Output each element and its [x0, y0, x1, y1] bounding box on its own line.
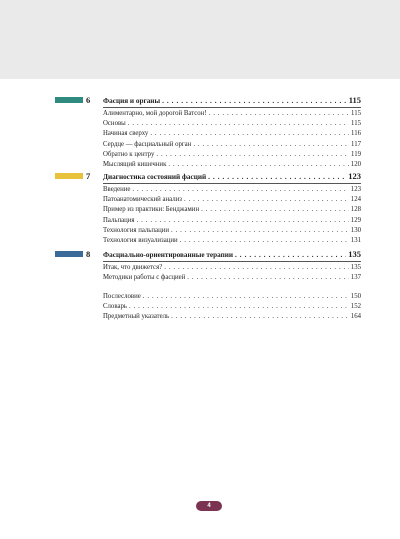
entry-page: 164	[350, 313, 361, 321]
toc-entry[interactable]	[0, 108, 400, 118]
toc-entry[interactable]	[0, 225, 400, 235]
entry-page: 117	[351, 140, 361, 148]
chapter-title: Диагностика состояний фасций	[103, 173, 207, 181]
dot-leader	[187, 272, 349, 283]
toc-entry[interactable]	[0, 128, 400, 138]
toc-entry[interactable]	[0, 272, 400, 282]
entry-title: Обратно к центру	[103, 150, 155, 158]
dot-leader	[171, 311, 349, 322]
entry-title: Введение	[103, 186, 131, 193]
chapter-title-row[interactable]	[103, 94, 361, 108]
chapter-number: 6	[86, 95, 91, 105]
entry-title: Пальпация	[103, 216, 135, 224]
entry-page: 115	[351, 110, 361, 117]
toc-entry[interactable]	[0, 301, 400, 311]
toc-entry[interactable]	[0, 149, 400, 159]
chapter-6	[0, 94, 400, 168]
toc-entry[interactable]	[0, 118, 400, 128]
toc-entry[interactable]	[0, 194, 400, 204]
chapter-7	[0, 170, 400, 244]
toc-entry[interactable]	[0, 204, 400, 214]
entry-title: Итак, что движется?	[103, 264, 163, 271]
entry-page: 137	[350, 274, 361, 282]
chapter-heading	[0, 248, 400, 261]
entry-page: 124	[350, 196, 361, 204]
entry-title: Начиная сверху	[103, 130, 149, 138]
toc-entry[interactable]	[0, 291, 400, 301]
entry-page: 130	[350, 226, 361, 234]
entry-title: Методики работы с фасцией	[103, 274, 186, 282]
chapter-heading	[0, 170, 400, 183]
entry-title: Предметный указатель	[103, 313, 170, 321]
chapter-heading	[0, 94, 400, 107]
entry-page: 119	[351, 150, 361, 158]
chapter-color-bar	[55, 251, 83, 257]
dot-leader	[168, 159, 348, 170]
entry-page: 131	[350, 237, 361, 244]
chapter-title-row[interactable]	[103, 248, 361, 262]
entry-page: 116	[351, 130, 361, 138]
entry-page: 150	[350, 293, 361, 300]
entry-title: Пример из практики: Бенджамин	[103, 206, 200, 214]
entry-title: Патоанатомический анализ	[103, 196, 182, 204]
chapter-page: 115	[348, 95, 361, 105]
entry-title: Послесловие	[103, 293, 141, 300]
chapter-title: Фасция и органы	[103, 97, 161, 105]
chapter-number: 8	[86, 249, 91, 259]
entry-title: Основы	[103, 120, 126, 128]
chapter-color-bar	[55, 173, 83, 179]
dot-leader	[180, 235, 349, 246]
entry-title: Технология пальпации	[103, 226, 169, 234]
chapter-title: Фасциально-ориентированные терапии	[103, 251, 234, 259]
entry-title: Технология визуализации	[103, 237, 178, 244]
entry-page: 128	[350, 206, 361, 214]
header-band	[0, 0, 400, 79]
chapter-page: 135	[348, 249, 361, 259]
toc-entry[interactable]	[0, 139, 400, 149]
chapter-page: 123	[348, 171, 361, 181]
chapter-title-row[interactable]	[103, 170, 361, 184]
chapter-number: 7	[86, 171, 91, 181]
entry-page: 129	[350, 216, 361, 224]
toc-entry[interactable]	[0, 235, 400, 245]
chapter-8	[0, 248, 400, 282]
chapter-color-bar	[55, 97, 83, 103]
entry-title: Алиментарно, мой дорогой Ватсон!	[103, 110, 207, 117]
entry-page: 120	[350, 161, 361, 168]
entry-page: 152	[350, 303, 361, 311]
entry-page: 115	[351, 120, 361, 128]
toc-entry[interactable]	[0, 311, 400, 321]
toc-entry[interactable]	[0, 215, 400, 225]
toc-entry[interactable]	[0, 184, 400, 194]
entry-page: 135	[350, 264, 361, 271]
toc-entry[interactable]	[0, 159, 400, 169]
entry-page: 123	[350, 186, 361, 193]
entry-title: Мыслящий кишечник	[103, 161, 167, 168]
entry-title: Сердце — фасциальный орган	[103, 140, 192, 148]
page-number-badge: 4	[196, 501, 222, 511]
entry-title: Словарь	[103, 303, 127, 311]
toc-entry[interactable]	[0, 262, 400, 272]
